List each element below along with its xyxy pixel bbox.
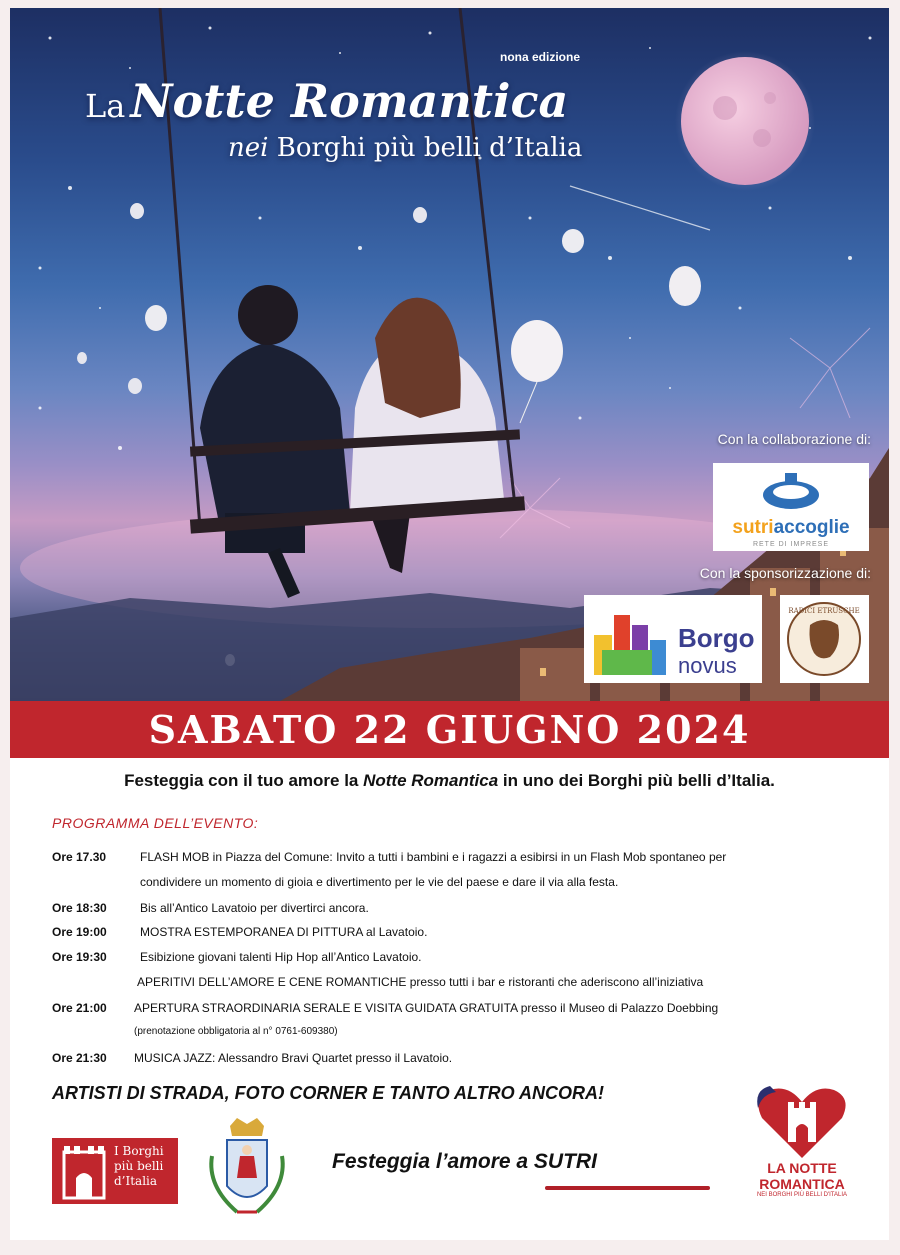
festeggia-sutri: Festeggia l’amore a SUTRI	[332, 1150, 597, 1173]
borghi-line1: I Borghi	[114, 1144, 164, 1158]
lnr-line2: ROMANTICA	[759, 1176, 845, 1192]
subtitle-rest: Borghi più belli d’Italia	[276, 133, 583, 163]
tagline-bold: Notte Romantica	[363, 771, 499, 790]
radici-etrusche-logo	[780, 595, 869, 683]
tagline-post: in uno dei Borghi più belli d’Italia.	[498, 771, 775, 790]
decorative-underline	[545, 1186, 710, 1190]
program-desc: Bis all’Antico Lavatoio per divertirci ancora.	[140, 901, 369, 915]
etruscan-head-icon	[780, 595, 869, 683]
novus-text: novus	[678, 653, 737, 678]
program-time: Ore 19:30	[52, 950, 107, 964]
radici-text: RADICI ETRUSCHE	[788, 607, 860, 615]
event-date: SABATO 22 GIUGNO 2024	[10, 701, 889, 758]
sutri-text: sutri	[732, 517, 774, 538]
page-title	[85, 74, 568, 128]
la-notte-romantica-logo	[752, 1078, 852, 1198]
title-la: La	[85, 87, 126, 125]
poster	[10, 8, 889, 1240]
borgo-tower-icon	[54, 1138, 114, 1204]
program-time: Ore 18:30	[52, 901, 107, 915]
title-main: Notte Romantica	[130, 74, 569, 128]
lnr-line3: NEI BORGHI PIÙ BELLI D'ITALIA	[756, 1192, 848, 1198]
collab-label: Con la collaborazione di:	[717, 431, 871, 447]
accoglie-text: accoglie	[773, 517, 850, 538]
rete-text: RETE DI IMPRESE	[752, 541, 830, 548]
borghi-line2: più belli	[114, 1159, 164, 1173]
lnr-logo-text	[748, 1160, 856, 1192]
borgonovus-logo	[584, 595, 762, 683]
castle-icon	[584, 595, 762, 683]
program-desc: MUSICA JAZZ: Alessandro Bravi Quartet presso il Lavatoio.	[134, 1051, 453, 1065]
borghi-line3: d’Italia	[114, 1174, 158, 1188]
program-desc: Esibizione giovani talenti Hip Hop all’Antico Lavatoio.	[140, 950, 422, 964]
program-desc: APERTURA STRAORDINARIA SERALE E VISITA GUIDATA GRATUITA presso il Museo di Palazzo Doebbing	[134, 1001, 719, 1015]
sutri-coat-of-arms-icon	[202, 1116, 292, 1224]
borghi-logo-text	[114, 1144, 164, 1189]
edition-label: nona edizione	[500, 50, 581, 64]
program-desc: FLASH MOB in Piazza del Comune: Invito a tutti i bambini e i ragazzi a esibirsi in un Flash Mob spontaneo per	[140, 850, 727, 864]
subtitle-nei: nei	[228, 133, 269, 163]
program-time: Ore 21:00	[52, 1001, 107, 1015]
hero-image	[10, 8, 889, 701]
borghi-piu-belli-logo	[52, 1138, 178, 1204]
svg-text:sutriaccoglie	[732, 517, 849, 538]
program-time: Ore 17.30	[52, 850, 107, 864]
program-note: (prenotazione obbligatoria al n° 0761-609380)	[134, 1026, 338, 1037]
borgo-text: Borgo	[678, 623, 755, 653]
lnr-line1: LA NOTTE	[767, 1160, 837, 1176]
sutriaccoglie-logo	[713, 463, 869, 551]
page-subtitle	[228, 133, 582, 163]
moon	[681, 57, 809, 185]
tagline	[10, 771, 889, 791]
tagline-pre: Festeggia con il tuo amore la	[124, 771, 364, 790]
sponsor-label: Con la sponsorizzazione di:	[699, 565, 871, 581]
heart-castle-icon	[752, 1078, 852, 1162]
program-time: Ore 21:30	[52, 1051, 107, 1065]
program-desc: MOSTRA ESTEMPORANEA DI PITTURA al Lavatoio.	[140, 925, 428, 939]
extra-activities: ARTISTI DI STRADA, FOTO CORNER E TANTO ALTRO ANCORA!	[52, 1083, 604, 1103]
program-time: Ore 19:00	[52, 925, 107, 939]
program-desc-cont: APERITIVI DELL’AMORE E CENE ROMANTICHE presso tutti i bar e ristoranti che aderiscono all’iniziativa	[137, 975, 704, 989]
arena-icon	[713, 463, 869, 551]
program-title: PROGRAMMA DELL’EVENTO:	[52, 815, 259, 831]
program-desc-cont: condividere un momento di gioia e divertimento per le vie del paese e dare il via alla festa.	[140, 875, 619, 889]
